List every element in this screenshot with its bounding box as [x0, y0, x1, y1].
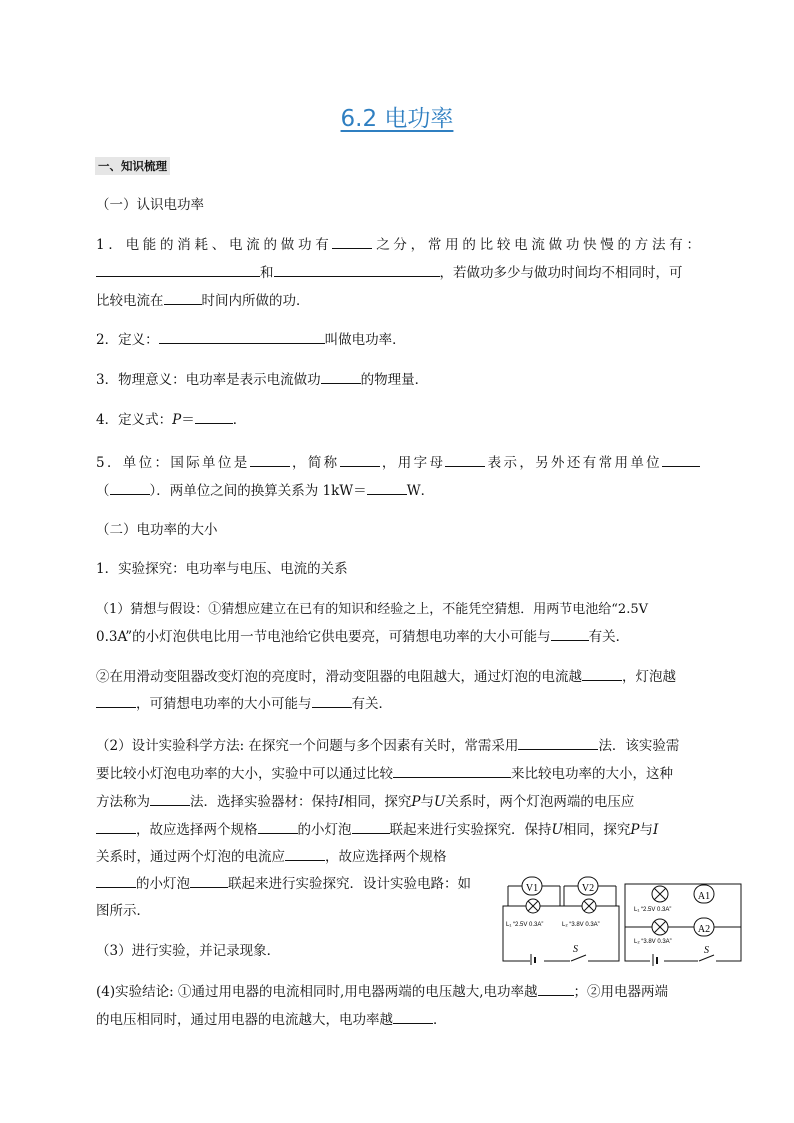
exp-2-line-5: 关系时，通过两个灯泡的电流应 ，故应选择两个规格 [96, 843, 700, 871]
exp-1-line-2: 0.3A”的小灯泡供电比用一节电池给它供电要亮，可猜想电功率的大小可能与 有关． [96, 623, 700, 651]
exp-1-line-1: （1）猜想与假设：①猜想应建立在已有的知识和经验之上，不能凭空猜想．用两节电池给“2.5V [96, 602, 648, 617]
lamp-1-label: L₁ “2.5V 0.3A” [634, 907, 672, 913]
exp-2-line-4: ，故应选择两个规格 的小灯泡 联起来进行实验探究．保持U相同，探究P与I [96, 816, 700, 844]
item-5-line-1: 5．单位：国际单位是 ，简称 ，用字母 表示，另外还有常用单位 [96, 449, 700, 477]
exp-1-line-3: ②在用滑动变阻器改变灯泡的亮度时，滑动变阻器的电阻越大，通过灯泡的电流越 ，灯泡越 [96, 663, 700, 691]
exp-2-line-7: 图所示． [96, 903, 150, 919]
voltmeter-1-label: V1 [525, 883, 539, 894]
exp-2-line-3: 方法称为 法．选择实验器材：保持I相同，探究P与U关系时，两个灯泡两端的电压应 [96, 788, 700, 816]
exp-2-line-1: （2）设计实验科学方法: 在探究一个问题与多个因素有关时，常需采用 法．该实验需 [96, 732, 700, 760]
subheading-1: （一）认识电功率 [96, 197, 204, 213]
switch-label: S [704, 945, 709, 956]
exp-2-line-2: 要比较小灯泡电功率的大小，实验中可以通过比较 来比较电功率的大小，这种 [96, 760, 700, 788]
item-1-line-1: 1．电能的消耗、电流的做功有 之分，常用的比较电流做功快慢的方法有： [96, 231, 700, 259]
exp-4-line-1: (4)实验结论: ①通过用电器的电流相同时,用电器两端的电压越大,电功率越 ；②用电器两端 [96, 978, 700, 1006]
voltmeter-2-label: V2 [581, 883, 595, 894]
exp-2-line-6: 的小灯泡 联起来进行实验探究．设计实验电路：如 [96, 870, 700, 898]
exp-1-line-4: ，可猜想电功率的大小可能与 有关． [96, 690, 700, 718]
item-4: 4．定义式：P＝ ． [96, 406, 700, 434]
page-title: 6.2 电功率 [340, 106, 454, 132]
lamp-1-label: L₁ “2.5V 0.3A” [506, 922, 544, 928]
item-1-line-2: 和 ，若做功多少与做功时间均不相同时，可 [96, 259, 700, 287]
series-circuit-diagram [500, 870, 622, 966]
ammeter-2-label: A2 [697, 924, 711, 935]
lamp-2-label: L₂ “3.8V 0.3A” [634, 939, 672, 945]
subheading-2: （二）电功率的大小 [96, 522, 218, 538]
exp-3: （3）进行实验，并记录现象． [96, 943, 281, 959]
item-1-line-3: 比较电流在 时间内所做的功． [96, 287, 700, 315]
item-2: 2．定义： 叫做电功率． [96, 326, 700, 354]
switch-label: S [573, 944, 578, 955]
ammeter-1-label: A1 [697, 891, 711, 902]
exp-4-line-2: 的电压相同时，通过用电器的电流越大，电功率越 ． [96, 1006, 700, 1034]
item-3: 3．物理意义：电功率是表示电流做功 的物理量． [96, 366, 700, 394]
item-5-line-2: （ ）．两单位之间的换算关系为 1kW＝ W． [96, 477, 700, 505]
parallel-circuit-diagram [622, 880, 744, 966]
exp-title: 1．实验探究：电功率与电压、电流的关系 [96, 561, 348, 577]
section-heading: 一、知识梳理 [95, 157, 170, 175]
lamp-2-label: L₂ “3.8V 0.3A” [562, 922, 600, 928]
